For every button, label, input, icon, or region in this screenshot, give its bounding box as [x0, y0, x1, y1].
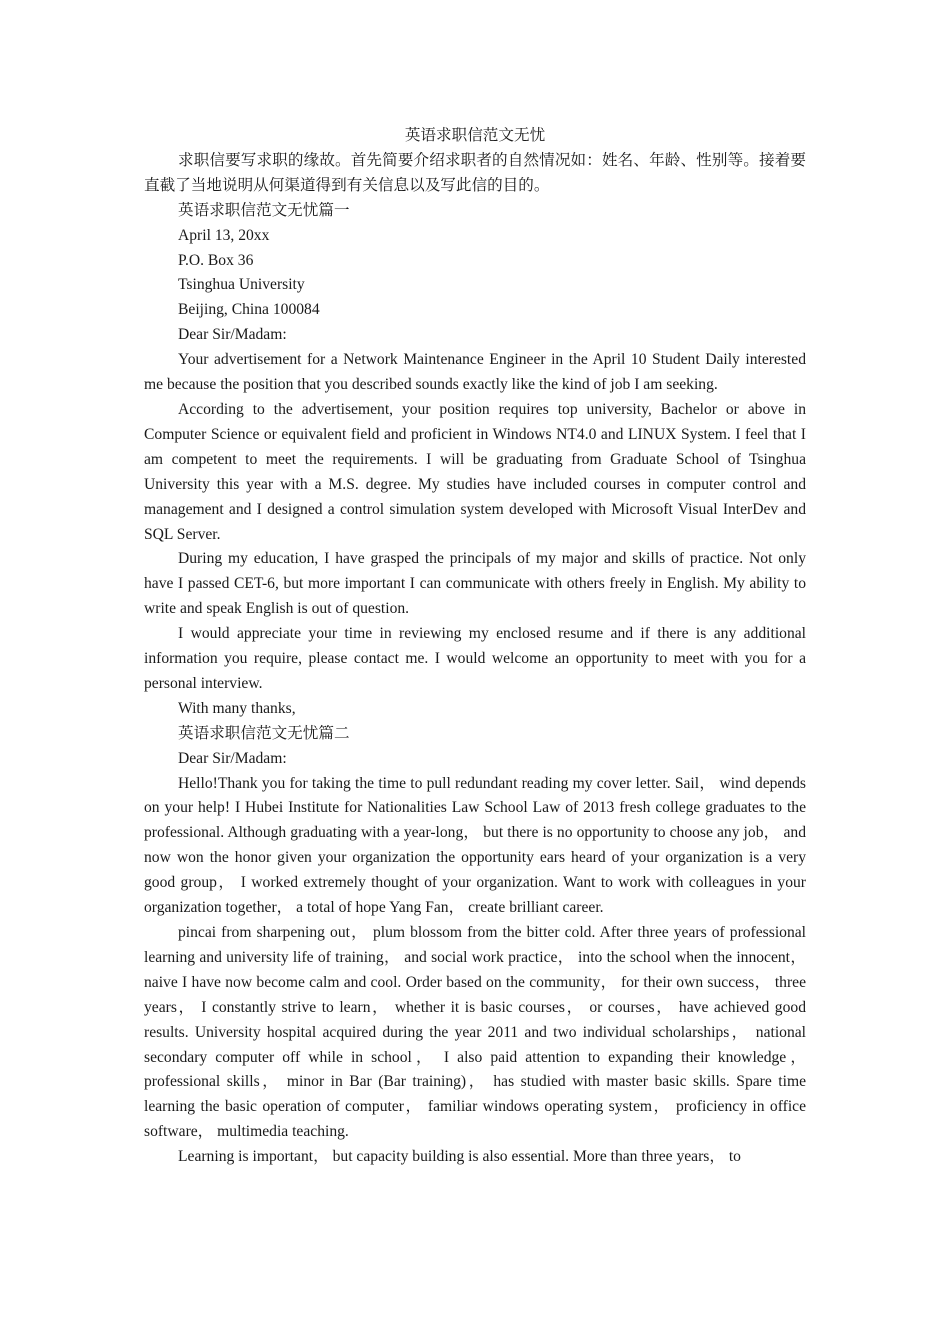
intro-paragraph: 求职信要写求职的缘故。首先简要介绍求职者的自然情况如：姓名、年龄、性别等。接着要直截了当地说明从何渠道得到有关信息以及写此信的目的。: [144, 151, 806, 194]
body-paragraph: Your advertisement for a Network Maintenance Engineer in the April 10 Student Daily interested me because the position that you described sounds exactly like the kind of job I am seeking.: [144, 351, 806, 394]
body-paragraph: According to the advertisement, your position requires top university, Bachelor or above in Computer Science or equivalent field and proficient in Windows NT4.0 and LINUX System. I feel that I am competent to meet the requirements. I will be graduating from Graduate School of Tsinghua University this year with a M.S. degree. My studies have included courses in computer control and management and I designed a control simulation system developed with Microsoft Visual InterDev and SQL Server.: [144, 400, 806, 543]
salutation: Dear Sir/Madam:: [178, 326, 287, 344]
body-paragraph: I would appreciate your time in reviewing my enclosed resume and if there is any additional information you require, please contact me. I would welcome an opportunity to meet with you for a personal interview.: [144, 625, 806, 692]
document-title: 英语求职信范文无忧: [404, 127, 546, 144]
document-page: [144, 124, 806, 1170]
address-line: P.O. Box 36: [178, 251, 254, 269]
body-paragraph: Learning is important， but capacity building is also essential. More than three years， to: [178, 1148, 741, 1166]
section2-heading: 英语求职信范文无忧篇二: [178, 724, 350, 742]
letter-date: April 13, 20xx: [178, 226, 270, 244]
closing: With many thanks,: [178, 699, 296, 717]
section1-heading: 英语求职信范文无忧篇一: [178, 201, 350, 219]
body-paragraph: During my education, I have grasped the principals of my major and skills of practice. Not only have I passed CET-6, but more important I can communicate with others freely in English. My ability to write and speak English is out of question.: [144, 550, 806, 618]
address-line: Tsinghua University: [178, 276, 305, 294]
salutation: Dear Sir/Madam:: [178, 749, 287, 767]
address-line: Beijing, China 100084: [178, 301, 320, 319]
body-paragraph: pincai from sharpening out， plum blossom from the bitter cold. After three years of professional learning and university life of training， and social work practice， into the school when the innocent， naive I have now become calm and cool. Order based on the community， for their own success， three years， I constantly strive to learn， whether it is basic courses， or courses， have achieved good results. University hospital acquired during the year 2011 and two individual scholarships， national secondary computer off while in school， I also paid attention to expanding their knowledge， professional skills， minor in Bar (Bar training)， has studied with master basic skills. Spare time learning the basic operation of computer， familiar windows operating system， proficiency in office software， multimedia teaching.: [144, 924, 806, 1141]
body-paragraph: Hello!Thank you for taking the time to pull redundant reading my cover letter. Sail， wind depends on your help! I Hubei Institute for Nationalities Law School Law of 2013 fresh college graduates to the professional. Although graduating with a year-long， but there is no opportunity to choose any job， and now won the honor given your organization the opportunity ears heard of your organization is a very good group， I worked extremely thought of your organization. Want to work with colleagues in your organization together， a total of hope Yang Fan， create brilliant career.: [144, 774, 806, 917]
